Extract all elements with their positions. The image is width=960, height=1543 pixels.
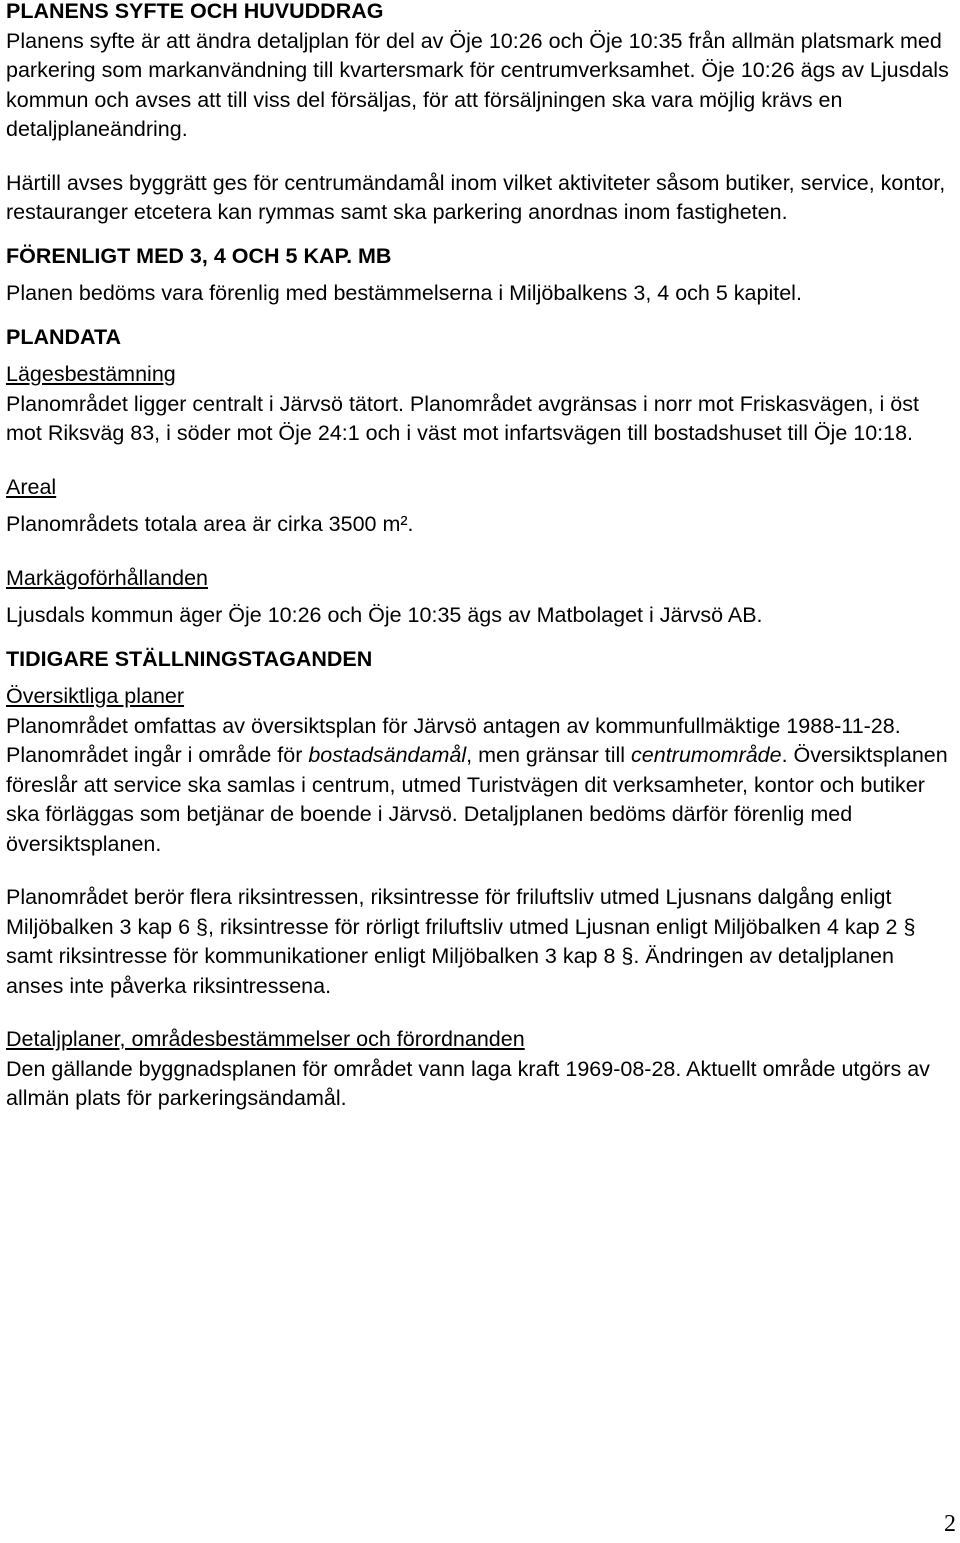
subheading-areal: Areal: [6, 474, 57, 499]
riksintressen-text: Planområdet berör flera riksintressen, riksintresse för friluftsliv utmed Ljusnans dalgång enligt Miljöbalken 3 kap 6 §, riksintresse för rörligt friluftsliv utmed Ljusnan enligt Miljöbalken 4 kap 2 § samt riksintresse för kommunikationer enligt Miljöbalken 3 kap 8 §. Ändringen av detaljplanen anses inte påverka riksintressena.: [6, 885, 916, 998]
heading-plandata: PLANDATA: [6, 324, 122, 349]
op-italic-bostadsandamal: bostadsändamål: [308, 743, 467, 767]
document-page: [6, 0, 952, 1114]
op-italic-centrumomrade: centrumområde: [631, 743, 782, 767]
op-text-part-1: Planområdet omfattas av översiktsplan för Järvsö antagen av kommunfullmäktige 1988-11-28. Planområdet ingår i område för: [6, 713, 901, 767]
syfte-paragraph-1: Planens syfte är att ändra detaljplan för del av Öje 10:26 och Öje 10:35 från allmän platsmark med parkering som markanvändning till kvartersmark för centrumverksamhet. Öje 10:26 ägs av Ljusdals kommun och avses att till viss del försäljas, för att försäljningen ska vara möjlig krävs en detaljplaneändring.: [6, 28, 949, 141]
markagoforhallanden-text: Ljusdals kommun äger Öje 10:26 och Öje 10:35 ägs av Matbolaget i Järvsö AB.: [6, 603, 763, 627]
page-number: 2: [944, 1511, 956, 1537]
heading-planens-syfte: PLANENS SYFTE OCH HUVUDDRAG: [6, 0, 384, 23]
subheading-detaljplaner: Detaljplaner, områdesbestämmelser och förordnanden: [6, 1027, 525, 1051]
syfte-paragraph-2: Härtill avses byggrätt ges för centrumändamål inom vilket aktiviteter såsom butiker, service, kontor, restauranger etcetera kan rymmas samt ska parkering anordnas inom fastigheten.: [6, 170, 946, 224]
subheading-markagoforhallanden: Markägoförhållanden: [6, 565, 208, 590]
detaljplaner-text: Den gällande byggnadsplanen för området vann laga kraft 1969-08-28. Aktuellt område utgörs av allmän plats för parkeringsändamål.: [6, 1056, 930, 1110]
areal-text: Planområdets totala area är cirka 3500 m².: [6, 512, 414, 536]
lagesbestamning-text: Planområdet ligger centralt i Järvsö tätort. Planområdet avgränsas i norr mot Friskasvägen, i öst mot Riksväg 83, i söder mot Öje 24:1 och i väst mot infartsvägen till bostadshuset till Öje 10:18.: [6, 391, 919, 445]
heading-forenligt: FÖRENLIGT MED 3, 4 OCH 5 KAP. MB: [6, 243, 392, 268]
oversiktliga-planer-text: [6, 712, 952, 860]
op-text-part-2: , men gränsar till: [466, 743, 632, 767]
subheading-lagesbestamning: Lägesbestämning: [6, 362, 176, 386]
heading-tidigare-stallningstaganden: TIDIGARE STÄLLNINGSTAGANDEN: [6, 646, 373, 671]
subheading-oversiktliga-planer: Översiktliga planer: [6, 684, 185, 708]
op-text-part-3: . Översiktsplanen föreslår att service ska samlas i centrum, utmed Turistvägen dit verksamheter, kontor och butiker ska förläggas som betjänar de boende i Järvsö. Detaljplanen bedöms därför förenlig med översiktsplanen.: [6, 743, 948, 856]
forenligt-paragraph: Planen bedöms vara förenlig med bestämmelserna i Miljöbalkens 3, 4 och 5 kapitel.: [6, 281, 802, 305]
